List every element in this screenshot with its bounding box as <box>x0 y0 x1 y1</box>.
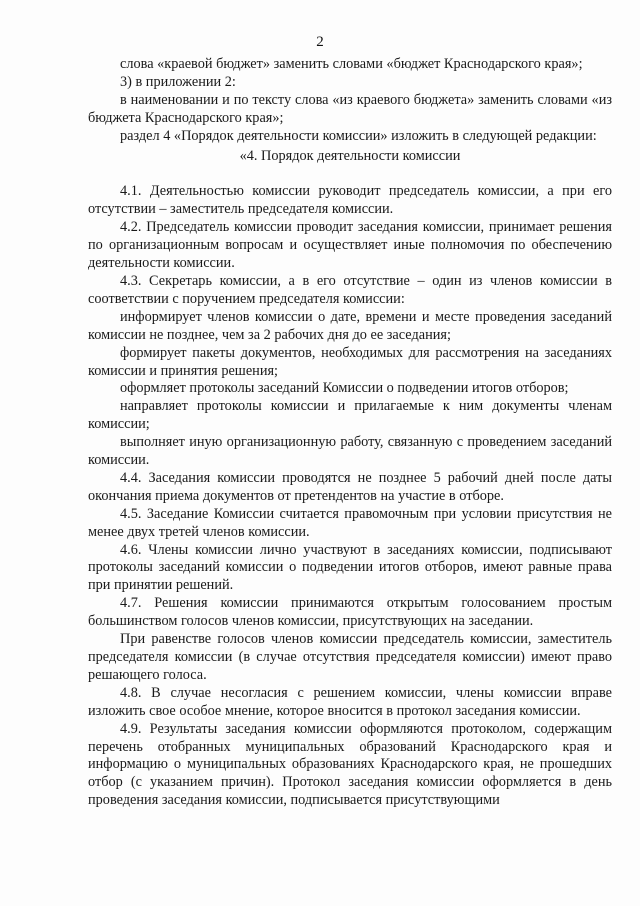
paragraph: раздел 4 «Порядок деятельности комиссии» изложить в следующей редакции: <box>120 127 597 144</box>
paragraph: 4.2. Председатель комиссии проводит заседания комиссии, принимает решения по организационным вопросам и осуществляет иные полномочия по обеспечению деятельности комиссии. <box>88 219 612 272</box>
document-body <box>88 56 612 810</box>
paragraph: При равенстве голосов членов комиссии председатель комиссии, заместитель председателя комиссии (в случае отсутствия председателя комиссии) имеют право решающего голоса. <box>88 631 612 683</box>
paragraph: 3) в приложении 2: <box>120 73 236 90</box>
paragraph: 4.1. Деятельностью комиссии руководит председатель комиссии, а при его отсутствии – заместитель председателя комиссии. <box>88 183 612 218</box>
paragraph: 4.3. Секретарь комиссии, а в его отсутствие – один из членов комиссии в соответствии с поручением председателя комиссии: <box>88 272 612 307</box>
paragraph: информирует членов комиссии о дате, времени и месте проведения заседаний комиссии не позднее, чем за 2 рабочих дня до ее заседания; <box>88 308 612 343</box>
paragraph: 4.4. Заседания комиссии проводятся не позднее 5 рабочий дней после даты окончания приема документов от претендентов на участие в отборе. <box>88 469 612 504</box>
paragraph: выполняет иную организационную работу, связанную с проведением заседаний комиссии. <box>88 434 612 469</box>
paragraph: слова «краевой бюджет» заменить словами «бюджет Краснодарского края»; <box>120 56 583 72</box>
paragraph: 4.7. Решения комиссии принимаются открытым голосованием простым большинством голосов членов комиссии, присутствующих на заседании. <box>88 595 612 630</box>
section-heading: «4. Порядок деятельности комиссии <box>239 147 461 164</box>
paragraph: оформляет протоколы заседаний Комиссии о подведении итогов отборов; <box>120 380 569 397</box>
paragraph: 4.9. Результаты заседания комиссии оформляются протоколом, содержащим перечень отобранных муниципальных образований Краснодарского края и информацию о муниципальных образованиях Краснодарского края, не прошедших отбор (с указанием причин). Протокол заседания комиссии оформляется в день проведения заседания комиссии, подписывается присутствующими <box>88 720 612 809</box>
paragraph: формирует пакеты документов, необходимых для рассмотрения на заседаниях комиссии и принятия решения; <box>88 344 612 379</box>
page-number: 2 <box>316 34 324 50</box>
paragraph: 4.8. В случае несогласия с решением комиссии, члены комиссии вправе изложить свое особое мнение, которое вносится в протокол заседания комиссии. <box>88 684 612 719</box>
paragraph: 4.5. Заседание Комиссии считается правомочным при условии присутствия не менее двух третей членов комиссии. <box>88 505 612 540</box>
paragraph: 4.6. Члены комиссии лично участвуют в заседаниях комиссии, подписывают протоколы заседаний комиссии о подведении итогов отборов, имеют равные права при принятии решений. <box>88 541 612 594</box>
paragraph: направляет протоколы комиссии и прилагаемые к ним документы членам комиссии; <box>88 398 612 433</box>
paragraph: в наименовании и по тексту слова «из краевого бюджета» заменить словами «из бюджета Краснодарского края»; <box>88 91 612 126</box>
